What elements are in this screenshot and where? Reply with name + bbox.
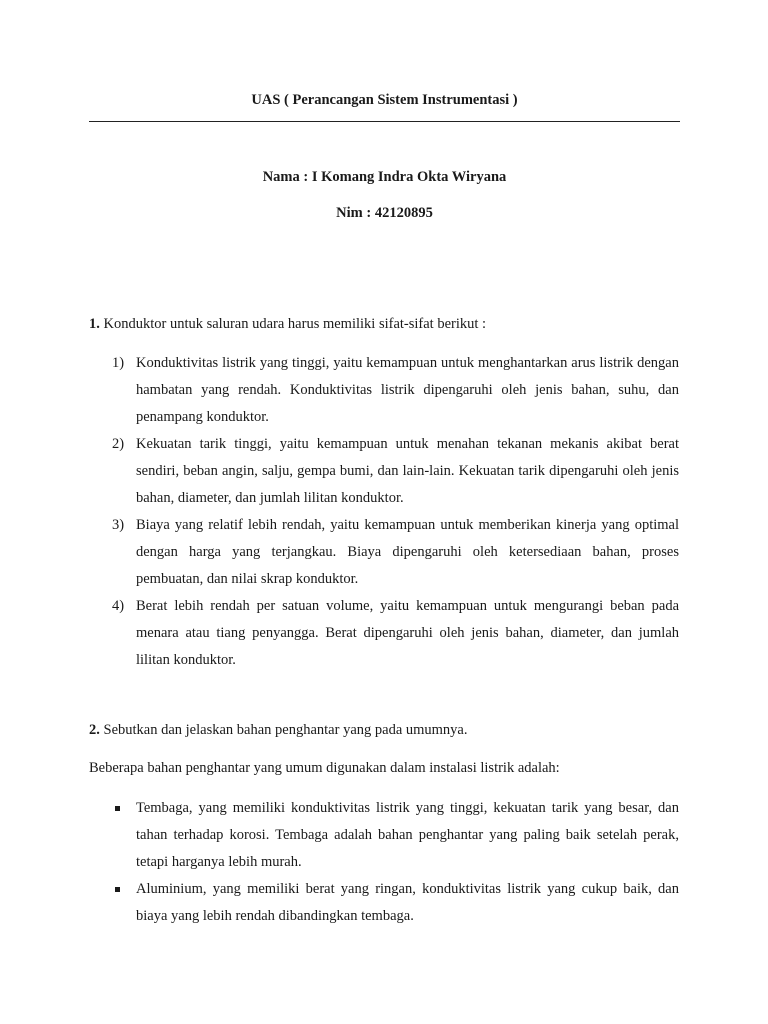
bullet-icon: [115, 887, 120, 892]
question-1: [89, 316, 679, 333]
question-1-number: 1.: [89, 316, 100, 332]
list-item-text: Aluminium, yang memiliki berat yang ringan, konduktivitas listrik yang cukup baik, dan biaya yang lebih rendah dibandingkan tembaga.: [136, 881, 679, 924]
title-divider: [89, 121, 680, 122]
list-item: [89, 431, 679, 512]
list-item-marker: 3): [112, 517, 125, 533]
list-item-text: Tembaga, yang memiliki konduktivitas listrik yang tinggi, kekuatan tarik yang besar, dan tahan terhadap korosi. Tembaga adalah bahan penghantar yang paling baik setelah perak, tetapi harganya lebih murah.: [136, 800, 679, 870]
list-item-marker: 1): [112, 355, 125, 371]
list-item-text: Konduktivitas listrik yang tinggi, yaitu kemampuan untuk menghantarkan arus listrik dengan hambatan yang rendah. Konduktivitas listrik dipengaruhi oleh jenis bahan, suhu, dan penampang konduktor.: [136, 355, 679, 425]
list-item: [89, 512, 679, 593]
student-name: Nama : I Komang Indra Okta Wiryana: [262, 169, 507, 185]
question-2-number: 2.: [89, 722, 100, 738]
list-item-text: Kekuatan tarik tinggi, yaitu kemampuan untuk menahan tekanan mekanis akibat berat sendiri, beban angin, salju, gempa bumi, dan lain-lain. Kekuatan tarik dipengaruhi oleh jenis bahan, diameter, dan jumlah lilitan konduktor.: [136, 436, 679, 506]
bullet-icon: [115, 806, 120, 811]
question-2-answer-list: [89, 795, 679, 930]
list-item: [89, 876, 679, 930]
question-2: [89, 722, 679, 739]
document-title: UAS ( Perancangan Sistem Instrumentasi ): [251, 92, 518, 108]
list-item: [89, 350, 679, 431]
question-1-answer-list: [89, 350, 679, 674]
student-nim: Nim : 42120895: [336, 205, 433, 221]
list-item: [89, 593, 679, 674]
question-1-text: Konduktor untuk saluran udara harus memiliki sifat-sifat berikut :: [99, 316, 487, 332]
list-item: [89, 795, 679, 876]
list-item-marker: 2): [112, 436, 125, 452]
question-2-text: Sebutkan dan jelaskan bahan penghantar yang pada umumnya.: [99, 722, 468, 738]
list-item-text: Berat lebih rendah per satuan volume, yaitu kemampuan untuk mengurangi beban pada menara atau tiang penyangga. Berat dipengaruhi oleh jenis bahan, diameter, dan jumlah lilitan konduktor.: [136, 598, 679, 668]
list-item-marker: 4): [112, 598, 125, 614]
list-item-text: Biaya yang relatif lebih rendah, yaitu kemampuan untuk memberikan kinerja yang optimal dengan harga yang terjangkau. Biaya dipengaruhi oleh ketersediaan bahan, proses pembuatan, dan nilai skrap konduktor.: [136, 517, 679, 587]
question-2-intro: Beberapa bahan penghantar yang umum digunakan dalam instalasi listrik adalah:: [89, 760, 560, 776]
